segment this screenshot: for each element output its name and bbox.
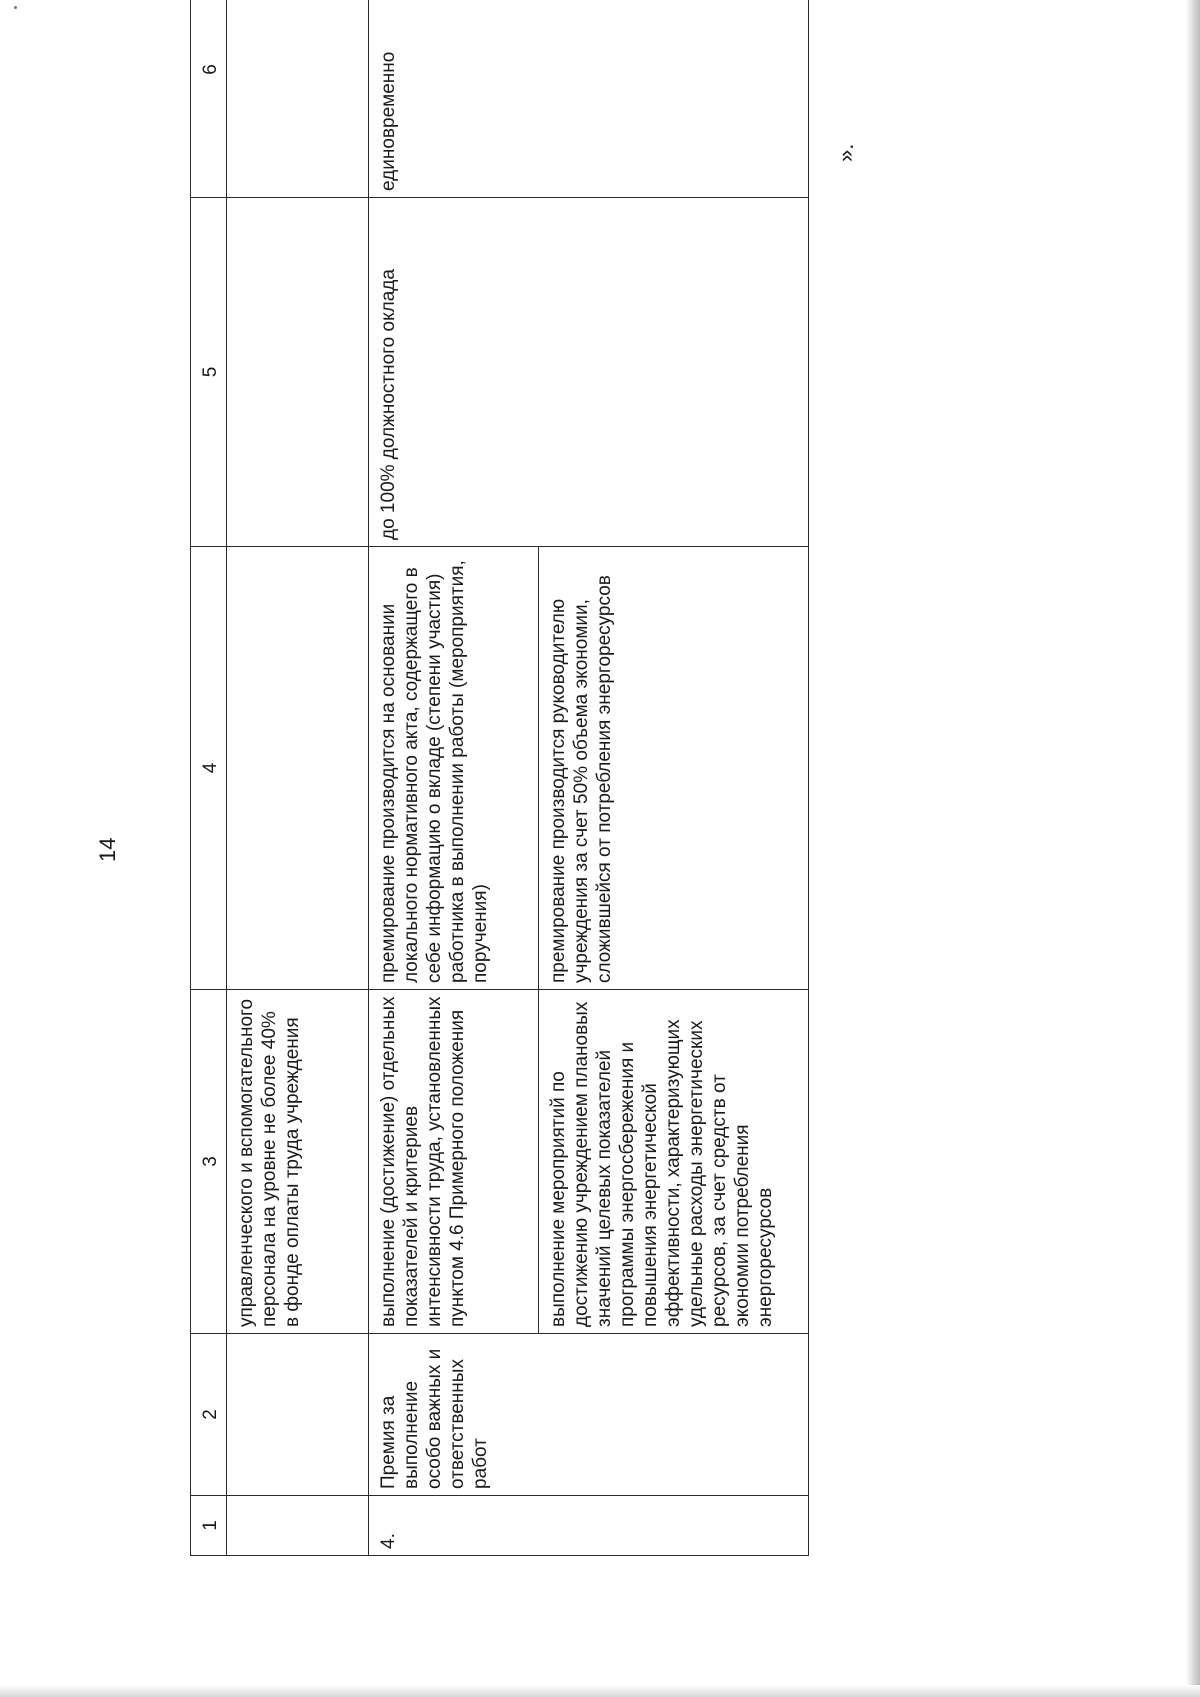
table-row-4a (369, 0, 539, 1556)
table-row-continuation (227, 0, 369, 1556)
cont-cell-frequency (227, 0, 369, 198)
cont-cell-amount (227, 198, 369, 547)
cont-cell-criteria: управленческого и вспомогательного персонала на уровне не более 40% в фонде оплаты труда учреждения (227, 990, 369, 1334)
header-cell-3: 3 (191, 990, 227, 1334)
header-cell-5: 5 (191, 198, 227, 547)
cont-cell-name (227, 1334, 369, 1496)
row4-frequency: единовременно (369, 0, 809, 198)
header-cell-4: 4 (191, 547, 227, 990)
row4-criteria-2: выполнение мероприятий по достижению учреждением плановых значений целевых показателей программы энергосбережения и повышения энергетической эффективности, характеризующих удельные расходы энергетических ресурсов, за счет средств от экономии потребления энергоресурсов (539, 990, 809, 1334)
row4-number: 4. (369, 1496, 809, 1556)
row4-criteria-1: выполнение (достижение) отдельных показателей и критериев интенсивности труда, установленных пунктом 4.6 Примерного положения (369, 990, 539, 1334)
header-cell-6: 6 (191, 0, 227, 198)
row4-conditions-2: премирование производится руководителю учреждения за счет 50% объема экономии, сложившейся от потребления энергоресурсов (539, 547, 809, 990)
row4-conditions-1: премирование производится на основании локального нормативного акта, содержащего в себе информацию о вкладе (степени участия) работника в выполнении работы (мероприятия, поручения) (369, 547, 539, 990)
cont-cell-conditions (227, 547, 369, 990)
page-number: 14 (95, 837, 120, 862)
cont-cell-number (227, 1496, 369, 1556)
bonus-table (190, 0, 809, 1556)
table-header-row (191, 0, 227, 1556)
header-cell-2: 2 (191, 1334, 227, 1496)
closing-quote-mark: ». (833, 143, 858, 162)
header-cell-1: 1 (191, 1496, 227, 1556)
row4-name: Премия за выполнение особо важных и ответственных работ (369, 1334, 809, 1496)
row4-amount: до 100% должностного оклада (369, 198, 809, 547)
